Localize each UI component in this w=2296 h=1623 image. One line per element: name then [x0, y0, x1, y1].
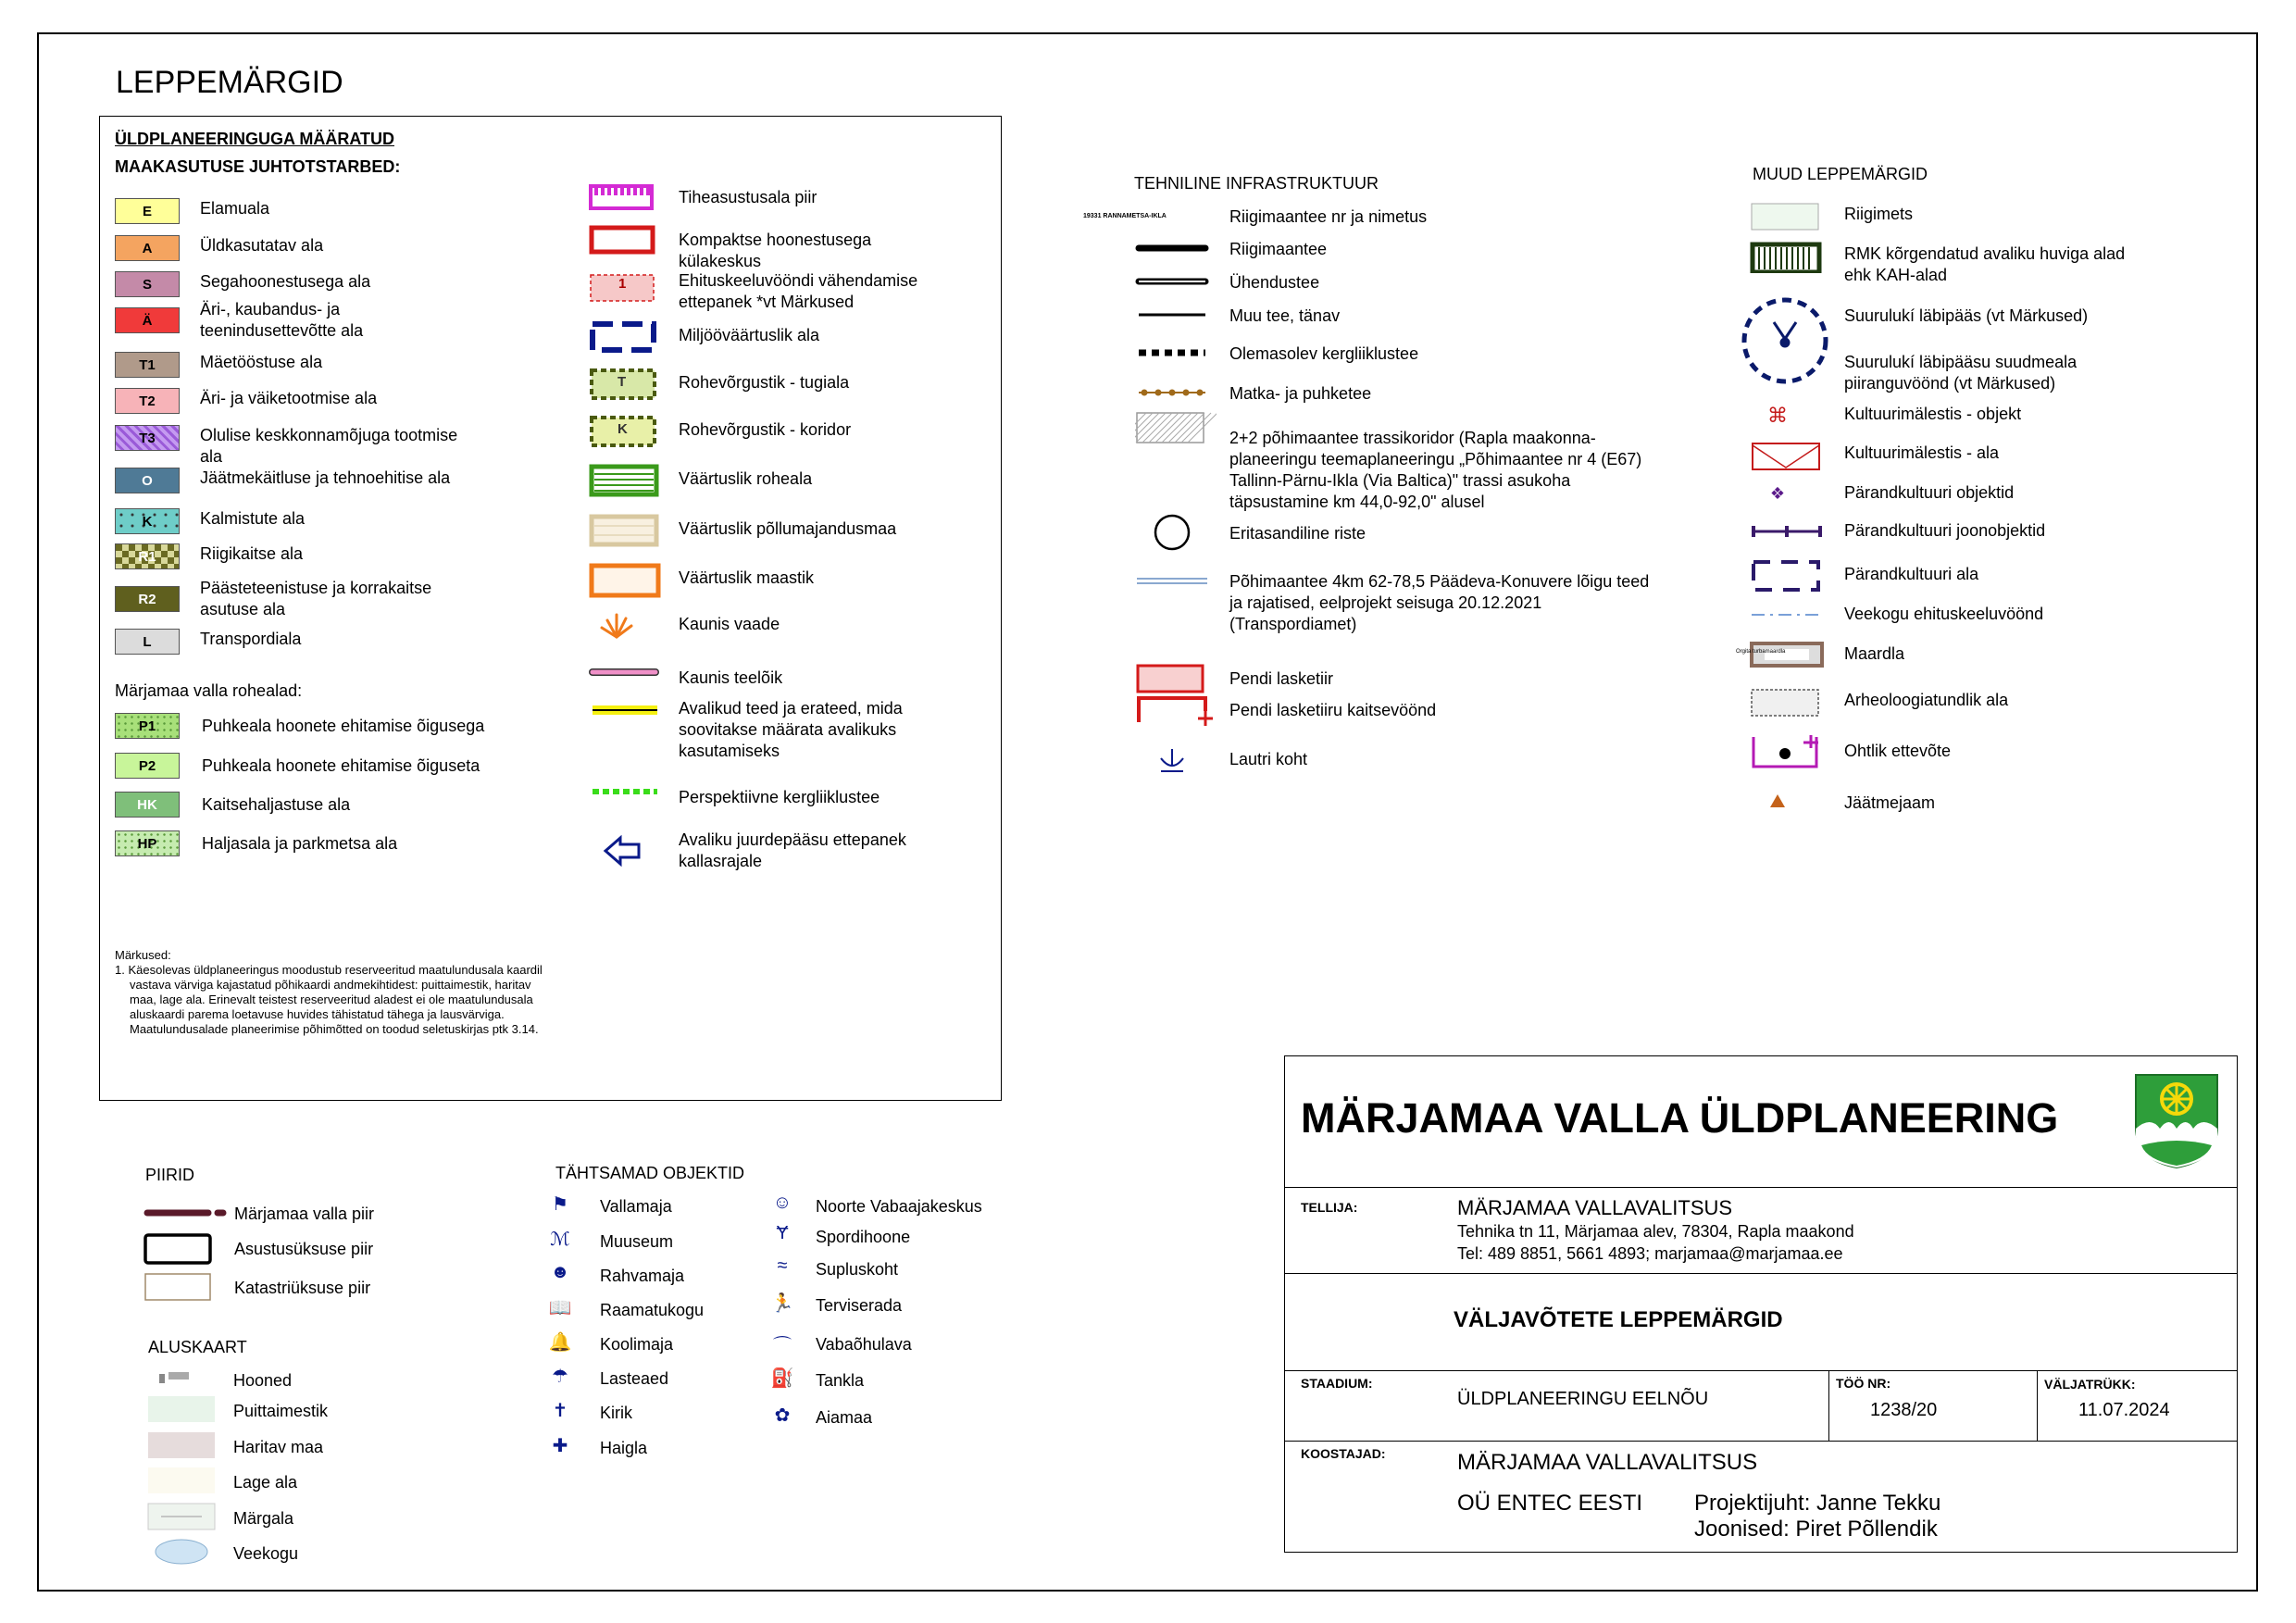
other-symbol-icon [1750, 688, 1824, 719]
basemap-symbol-icon [146, 1466, 220, 1495]
smiley-icon: ☺ [772, 1192, 792, 1213]
planning-symbol-icon [589, 782, 663, 801]
planning-symbol-label: Kompaktse hoonestusega külakeskus [679, 231, 872, 270]
flag-icon: ⚑ [552, 1194, 568, 1215]
basemap-symbol-icon [146, 1368, 220, 1387]
notes-line: vastava värviga kajastatud põhikaardi andmekihtidest: puittaimestik, haritav [130, 978, 531, 992]
planning-symbol-label: Väärtuslik põllumajandusmaa [679, 519, 897, 538]
object-label: Vallamaja [600, 1197, 672, 1216]
other-symbol-label: Pärandkultuuri joonobjektid [1844, 521, 2046, 540]
land-use-label: Äri-, kaubandus- ja teenindusettevõtte ala [200, 300, 364, 340]
boundary-symbol-icon [144, 1272, 227, 1304]
other-symbol-icon [1750, 481, 1824, 503]
boundary-symbol-icon [144, 1205, 227, 1220]
land-use-swatch: R1 [115, 543, 180, 569]
basemap-label: Hooned [233, 1371, 293, 1390]
print-date-label: VÄLJATRÜKK: [2044, 1377, 2136, 1392]
tellija-address: Tehnika tn 11, Märjamaa alev, 78304, Rapla maakond [1457, 1222, 1854, 1241]
tb-line [1284, 1187, 2238, 1188]
land-use-swatch: T2 [115, 388, 180, 414]
fuel-icon: ⛽ [770, 1368, 794, 1389]
svg-text:⌘: ⌘ [1767, 405, 1788, 424]
tech-infra-heading: TEHNILINE INFRASTRUKTUUR [1134, 174, 1379, 193]
tech-label: Eritasandiline riste [1229, 524, 1366, 543]
sheet-subtitle: VÄLJAVÕTETE LEPPEMÄRGID [1454, 1307, 1783, 1332]
other-symbol-icon [1750, 441, 1824, 472]
land-use-label: Olulise keskkonnamõjuga tootmise ala [200, 426, 458, 466]
tech-symbol-icon [1135, 514, 1217, 553]
tb-line [1284, 1370, 2238, 1371]
theatre-icon: ☻ [550, 1262, 570, 1282]
other-symbol-icon [1750, 556, 1824, 593]
authors-label: KOOSTAJAD: [1301, 1446, 1386, 1461]
other-symbol-icon [1750, 522, 1824, 541]
object-label: Aiamaa [816, 1408, 873, 1427]
tech-symbol-icon [1135, 571, 1217, 592]
other-symbol-icon [1750, 791, 1824, 811]
other-symbol-label: Arheoloogiatundlik ala [1844, 691, 2009, 709]
object-label: Spordihoone [816, 1228, 911, 1246]
tech-label: Muu tee, tänav [1229, 306, 1341, 325]
object-label: Raamatukogu [600, 1301, 705, 1319]
land-use-swatch: Ä [115, 307, 180, 333]
tech-label: Lautri koht [1229, 750, 1308, 768]
maardla-tag: Orgita turbamaardla [1736, 649, 1786, 655]
object-label: Terviserada [816, 1296, 903, 1315]
planning-symbol-label: Avalikud teed ja erateed, mida soovitakse määrata avalikuks kasutamiseks [679, 699, 903, 760]
boundary-symbol-icon [144, 1233, 227, 1265]
planning-symbol-label: Tiheasustusala piir [679, 188, 817, 206]
object-label: Lasteaed [600, 1369, 669, 1388]
planning-symbol-label: Kaunis teelõik [679, 668, 783, 687]
other-symbol-label: Pärandkultuuri ala [1844, 565, 1979, 583]
tech-symbol-icon [1135, 272, 1217, 293]
land-use-swatch: A [115, 235, 180, 261]
cross-icon: ✝ [552, 1401, 568, 1421]
land-use-label: Elamuala [200, 199, 270, 218]
author-2: OÜ ENTEC EESTI [1457, 1491, 1643, 1516]
tellija-contact: Tel: 489 8851, 5661 4893; marjamaa@marjamaa.ee [1457, 1244, 1843, 1263]
basemap-label: Veekogu [233, 1544, 299, 1563]
boundary-label: Märjamaa valla piir [234, 1205, 375, 1223]
objects-heading: TÄHTSAMAD OBJEKTID [555, 1164, 745, 1182]
land-use-label: Segahoonestusega ala [200, 272, 371, 291]
other-symbol-icon [1750, 242, 1824, 273]
planning-symbol-label: Kaunis vaade [679, 615, 780, 633]
green-area-label: Haljasala ja parkmetsa ala [202, 834, 398, 853]
planning-symbol-label: Väärtuslik roheala [679, 469, 813, 488]
basemap-symbol-icon [146, 1537, 220, 1567]
basemap-symbol-icon [146, 1502, 220, 1531]
drawings-author: Joonised: Piret Põllendik [1694, 1517, 1938, 1542]
notes-line: aluskaardi parema loetavuse huvides tähistatud tähega ja lausvärviga. [130, 1007, 505, 1021]
object-label: Koolimaja [600, 1335, 674, 1354]
tech-symbol-icon [1135, 239, 1217, 259]
planning-symbol-icon [589, 663, 663, 681]
tech-symbol-icon [1135, 411, 1217, 446]
planning-symbol-label: Miljööväärtuslik ala [679, 326, 820, 344]
legend-heading-1: ÜLDPLANEERINGUGA MÄÄRATUD [115, 130, 394, 148]
land-use-label: Üldkasutatav ala [200, 236, 324, 255]
other-symbol-icon [1741, 296, 1829, 385]
tech-symbol-icon [1135, 693, 1217, 730]
work-number-value: 1238/20 [1870, 1400, 1938, 1420]
umbrella-icon: ☂ [552, 1367, 568, 1387]
planning-symbol-icon [589, 464, 663, 497]
tb-line [2037, 1370, 2038, 1441]
page-title: LEPPEMÄRGID [116, 65, 343, 100]
planning-symbol-code: T [618, 374, 627, 390]
svg-text:❖: ❖ [1769, 484, 1786, 503]
other-symbol-label: Riigimets [1844, 205, 1914, 223]
other-symbol-label: Pärandkultuuri objektid [1844, 483, 2015, 502]
planning-symbol-icon [589, 609, 663, 646]
land-use-label: Riigikaitse ala [200, 544, 304, 563]
book-icon: 📖 [548, 1298, 572, 1318]
other-symbol-icon [1750, 606, 1824, 624]
planning-symbol-icon [589, 701, 663, 719]
object-label: Supluskoht [816, 1260, 899, 1279]
tb-line [1828, 1370, 1829, 1441]
other-symbol-label: Kultuurimälestis - ala [1844, 443, 2000, 462]
other-symbol-icon [1750, 202, 1824, 233]
other-symbol-label: Suurulukí läbipääs (vt Märkused) [1844, 306, 2089, 325]
basemap-label: Puittaimestik [233, 1402, 329, 1420]
other-symbol-label: Maardla [1844, 644, 1905, 663]
other-symbol-label: RMK kõrgendatud avaliku huviga alad ehk KAH-alad [1844, 244, 2126, 284]
planning-symbol-label: Väärtuslik maastik [679, 568, 815, 587]
land-use-swatch: S [115, 271, 180, 297]
land-use-label: Päästeteenistuse ja korrakaitse asutuse ala [200, 579, 432, 618]
green-heading: Märjamaa valla rohealad: [115, 681, 303, 700]
land-use-swatch: L [115, 629, 180, 655]
green-area-swatch: HP [115, 830, 180, 856]
bell-icon: 🔔 [548, 1332, 572, 1353]
land-use-label: Äri- ja väiketootmise ala [200, 389, 378, 407]
basemap-label: Haritav maa [233, 1438, 324, 1456]
boundaries-heading: PIIRID [145, 1166, 195, 1184]
museum-icon: ℳ [550, 1230, 570, 1250]
planning-symbol-icon [589, 182, 663, 216]
tellija-name: MÄRJAMAA VALLAVALITSUS [1457, 1196, 1733, 1219]
planning-symbol-code: K [618, 421, 628, 437]
land-use-swatch: K [115, 508, 180, 534]
tech-label: Matka- ja puhketee [1229, 384, 1372, 403]
tech-label: Pendi lasketiir [1229, 669, 1334, 688]
staadium-value: ÜLDPLANEERINGU EELNÕU [1457, 1389, 1709, 1409]
planning-symbol-icon [589, 832, 663, 869]
notes-heading: Märkused: [115, 948, 171, 962]
land-use-swatch: R2 [115, 586, 180, 612]
planning-symbol-icon [589, 225, 663, 258]
land-use-label: Mäetööstuse ala [200, 353, 323, 371]
other-symbol-icon [1750, 642, 1824, 673]
green-area-swatch: P1 [115, 713, 180, 739]
planning-symbol-code: 1 [618, 276, 627, 292]
planning-symbol-label: Perspektiivne kergliiklustee [679, 788, 880, 806]
author-1: MÄRJAMAA VALLAVALITSUS [1457, 1450, 1758, 1475]
land-use-label: Jäätmekäitluse ja tehnoehitise ala [200, 468, 451, 487]
boundary-label: Asustusüksuse piir [234, 1240, 374, 1258]
tech-symbol-icon [1135, 383, 1217, 404]
tellija-label: TELLIJA: [1301, 1200, 1358, 1215]
basemap-symbol-icon [146, 1394, 220, 1424]
tb-line [1284, 1441, 2238, 1442]
green-area-label: Kaitsehaljastuse ala [202, 795, 351, 814]
planning-symbol-icon [589, 514, 663, 547]
object-label: Muuseum [600, 1232, 674, 1251]
other-symbol-label: Jäätmejaam [1844, 793, 1936, 812]
planning-symbol-icon [589, 563, 663, 600]
tech-label: Olemasolev kergliiklustee [1229, 344, 1419, 363]
other-symbol-icon [1750, 733, 1824, 770]
planning-symbol-label: Rohevõrgustik - tugiala [679, 373, 850, 392]
coat-of-arms-icon [2132, 1071, 2221, 1169]
land-use-swatch: T3 [115, 425, 180, 451]
land-use-label: Kalmistute ala [200, 509, 306, 528]
runner-icon: 🏃 [770, 1293, 794, 1314]
tech-symbol-icon [1135, 343, 1217, 364]
garden-icon: ✿ [774, 1405, 791, 1426]
planning-symbol-label: Ehituskeeluvööndi vähendamise ettepanek *vt Märkused [679, 271, 918, 311]
main-title: MÄRJAMAA VALLA ÜLDPLANEERING [1301, 1094, 2059, 1142]
basemap-symbol-icon [146, 1430, 220, 1460]
planning-symbol-icon [589, 320, 663, 354]
land-use-swatch: E [115, 198, 180, 224]
other-symbol-label: Kultuurimälestis - objekt [1844, 405, 2022, 423]
hospital-icon: ✚ [552, 1436, 568, 1456]
object-label: Rahvamaja [600, 1267, 685, 1285]
other-symbol-label: Suurulukí läbipääsu suudmeala piiranguvöönd (vt Märkused) [1844, 353, 2078, 393]
notes-line: 1. Käesolevas üldplaneeringus moodustub reserveeritud maatulundusala kaardil [115, 963, 543, 977]
other-symbol-label: Ohtlik ettevõte [1844, 742, 1952, 760]
tech-symbol-icon [1135, 663, 1217, 694]
tech-label: Põhimaantee 4km 62-78,5 Päädeva-Konuvere lõigu teed ja rajatised, eelprojekt seisuga 20.12.2021 (Transpordiamet) [1229, 572, 1650, 633]
project-manager: Projektijuht: Janne Tekku [1694, 1491, 1941, 1516]
tech-symbol-icon [1135, 306, 1217, 326]
swim-icon: ≈ [777, 1255, 788, 1276]
green-area-swatch: P2 [115, 753, 180, 779]
object-label: Tankla [816, 1371, 865, 1390]
planning-symbol-label: Avaliku juurdepääsu ettepanek kallasrajale [679, 830, 906, 870]
road-tag: 19331 RANNAMETSA-IKLA [1083, 213, 1167, 219]
object-label: Noorte Vabaajakeskus [816, 1197, 982, 1216]
work-number-label: TÖÖ NR: [1836, 1376, 1891, 1391]
tech-label: Ühendustee [1229, 273, 1320, 292]
other-symbol-label: Veekogu ehituskeeluvöönd [1844, 605, 2044, 623]
legend-heading-2: MAAKASUTUSE JUHTOTSTARBED: [115, 157, 401, 176]
object-label: Haigla [600, 1439, 648, 1457]
green-area-label: Puhkeala hoonete ehitamise õigusega [202, 717, 485, 735]
green-area-label: Puhkeala hoonete ehitamise õiguseta [202, 756, 480, 775]
other-symbol-icon [1750, 402, 1824, 424]
basemap-label: Märgala [233, 1509, 294, 1528]
land-use-swatch: O [115, 468, 180, 493]
other-symbols-heading: MUUD LEPPEMÄRGID [1753, 165, 1928, 183]
object-label: Vabaõhulava [816, 1335, 912, 1354]
stage-icon: ⌒ [773, 1336, 792, 1356]
notes-line: Maatulundusalade planeerimise põhimõtted on toodud seletuskirjas ptk 3.14. [130, 1022, 539, 1036]
sport-icon: Ɏ [776, 1223, 789, 1243]
tb-line [1284, 1273, 2238, 1274]
notes-line: maa, lage ala. Erinevalt teistest reserveeritud aladest ei ole maatulundusala [130, 993, 533, 1006]
tech-label: Riigimaantee [1229, 240, 1328, 258]
tech-label: Pendi lasketiiru kaitsevöönd [1229, 701, 1437, 719]
tech-symbol-icon [1135, 745, 1217, 773]
land-use-label: Transpordiala [200, 630, 302, 648]
tech-label: 2+2 põhimaantee trassikoridor (Rapla maakonna-planeeringu teemaplaneeringu „Põhimaantee nr 4 (E67) Tallinn-Pärnu-Ikla (Via Baltica)" trassi asukoha täpsustamine km 44,0-92,0" alusel [1229, 429, 1642, 511]
tech-label: Riigimaantee nr ja nimetus [1229, 207, 1428, 226]
boundary-label: Katastriüksuse piir [234, 1279, 371, 1297]
land-use-swatch: T1 [115, 352, 180, 378]
green-area-swatch: HK [115, 792, 180, 818]
print-date-value: 11.07.2024 [2078, 1400, 2170, 1420]
basemap-label: Lage ala [233, 1473, 298, 1492]
staadium-label: STAADIUM: [1301, 1376, 1373, 1391]
planning-symbol-label: Rohevõrgustik - koridor [679, 420, 852, 439]
basemap-heading: ALUSKAART [148, 1338, 247, 1356]
object-label: Kirik [600, 1404, 632, 1422]
